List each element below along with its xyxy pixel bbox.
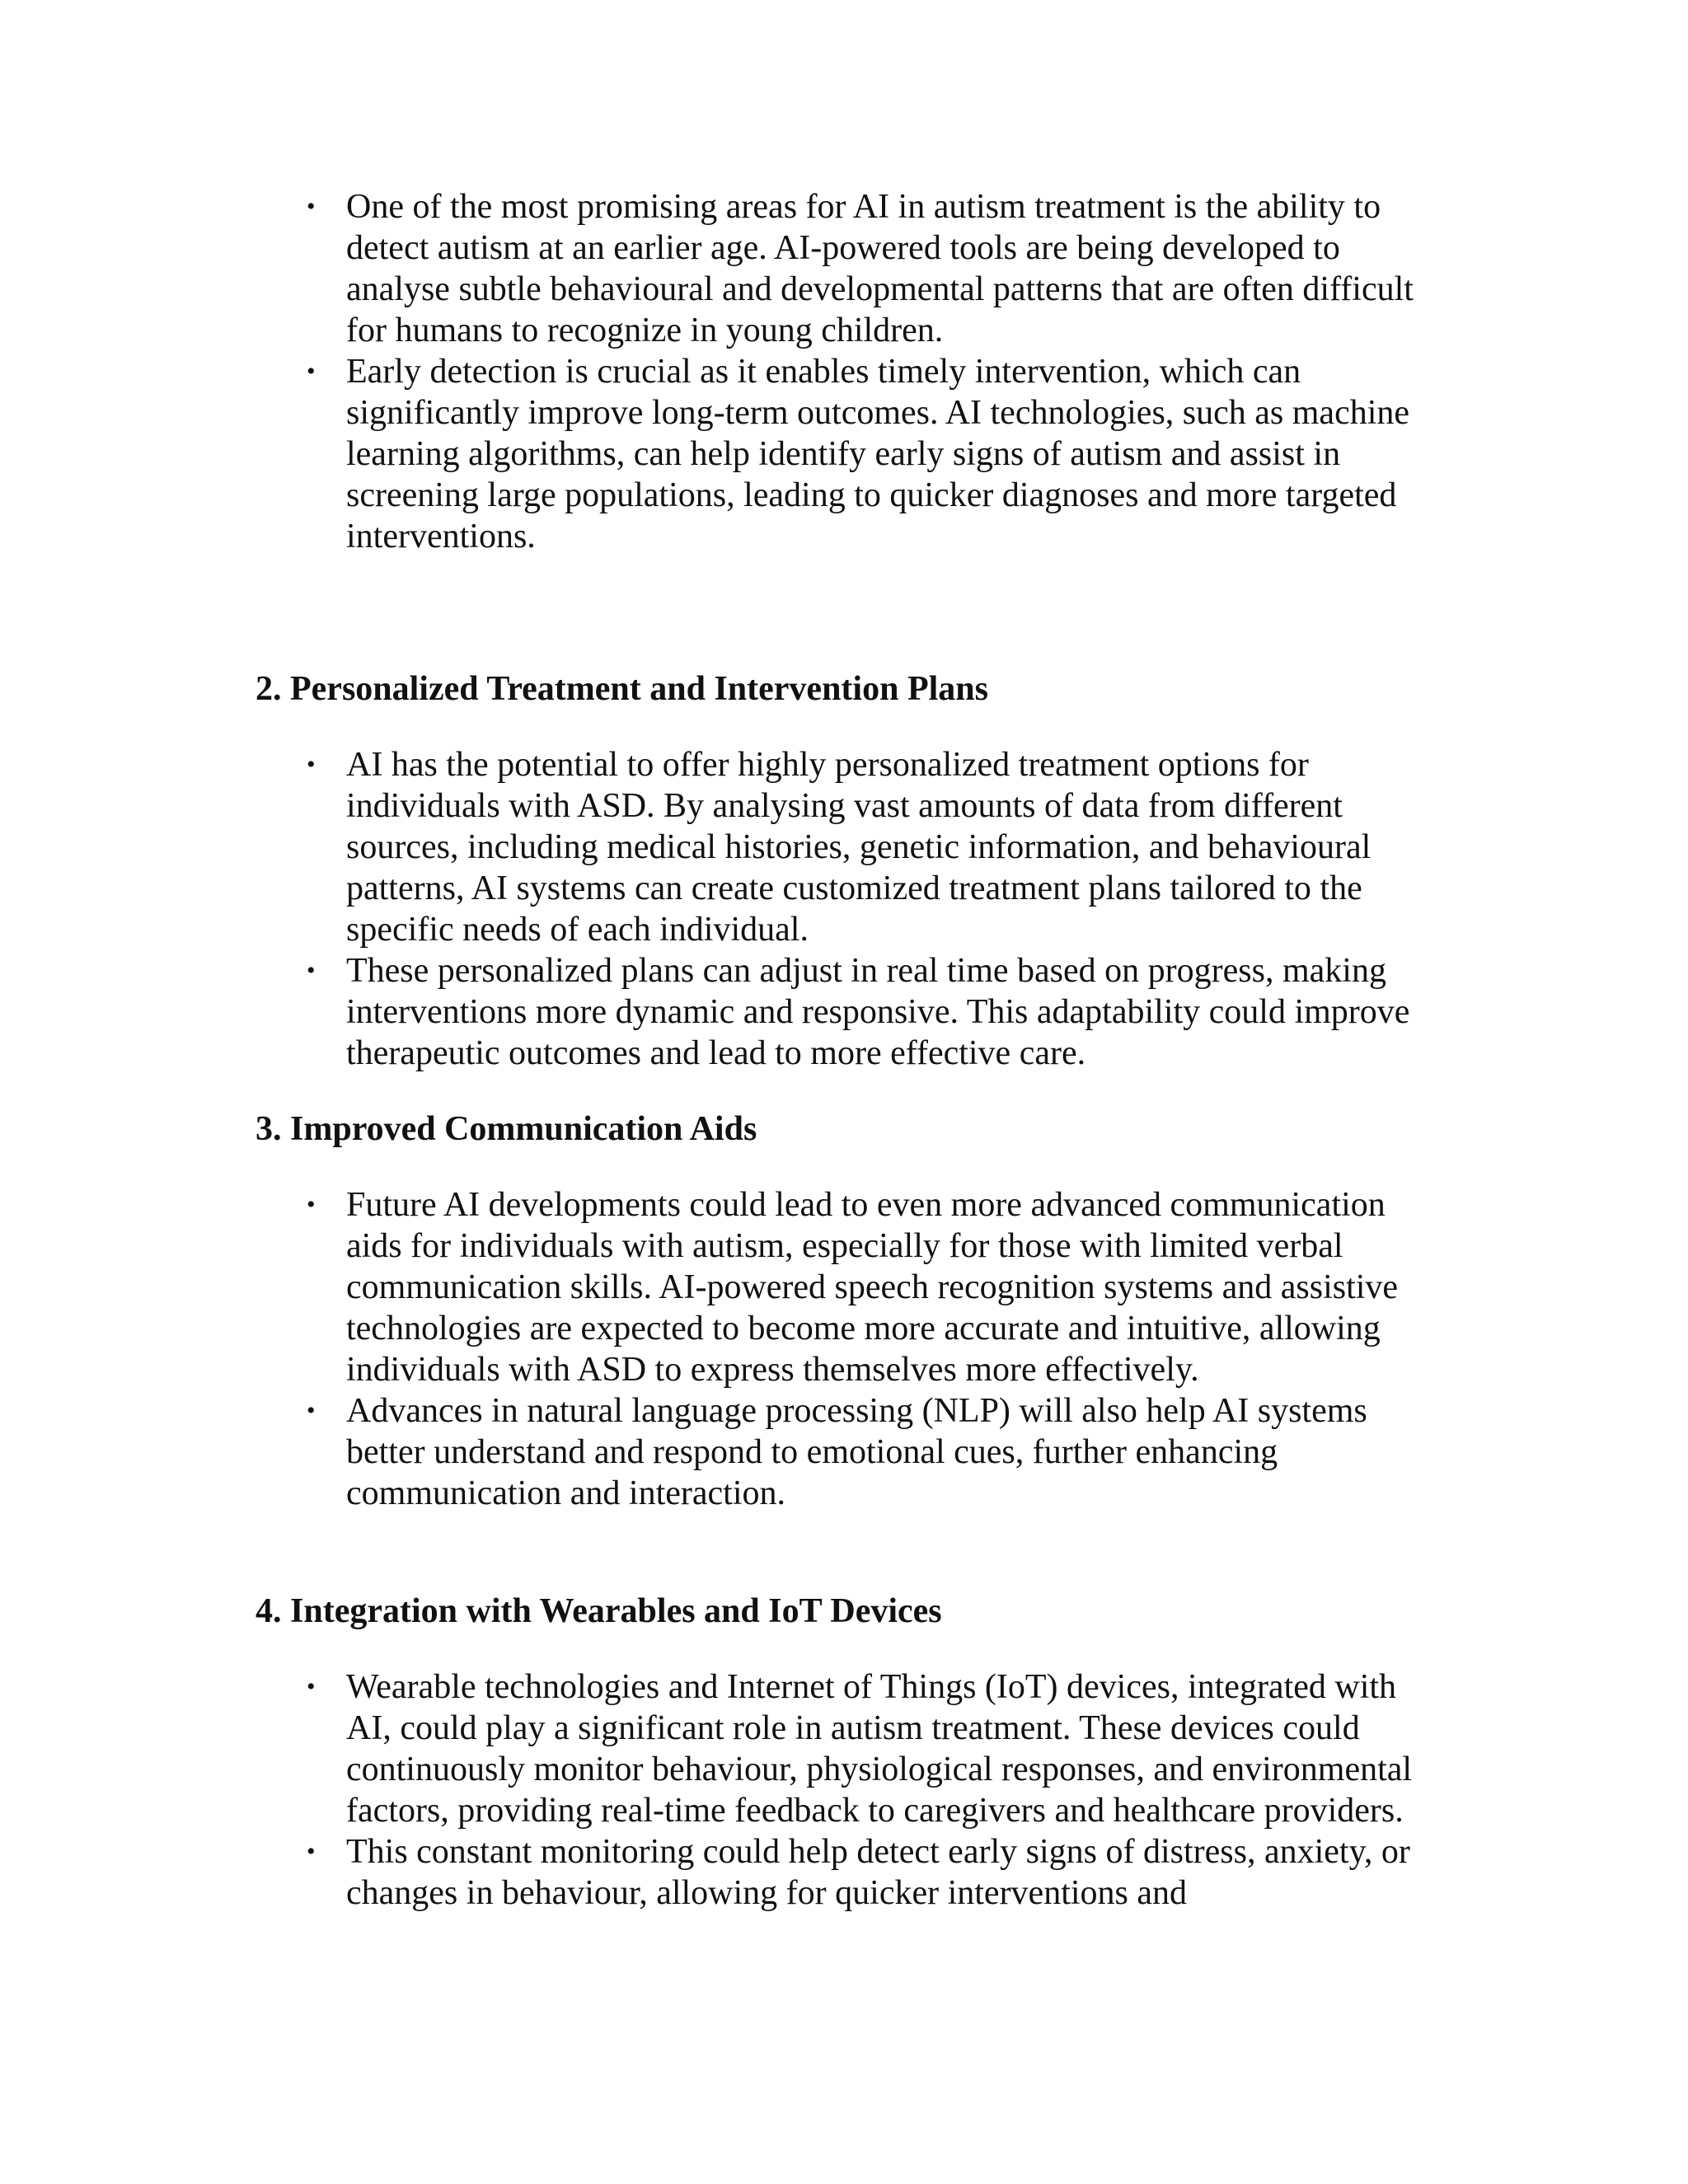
personalized-treatment-section [256,668,1426,1074]
bullet-icon: • [307,358,316,385]
bullet-item [256,744,1426,950]
communication-aids-bullet-list [256,1184,1426,1514]
bullet-icon: • [307,193,316,220]
bullet-icon: • [307,1397,316,1424]
section-heading: 2. Personalized Treatment and Intervention Plans [256,670,988,708]
intro-section [256,186,1426,557]
bullet-item [256,1184,1426,1390]
bullet-text: One of the most promising areas for AI in autism treatment is the ability to detect autism at an earlier age. AI-powered tools are being developed to analyse subtle behavioural and developmental patterns that are often difficult for humans to recognize in young children. [346,188,1414,349]
bullet-text: Future AI developments could lead to even more advanced communication aids for individuals with autism, especially for those with limited verbal communication skills. AI-powered speech recognition systems and assistive technologies are expected to become more accurate and intuitive, allowing individuals with ASD to express themselves more effectively. [346,1186,1399,1389]
bullet-text: Wearable technologies and Internet of Things (IoT) devices, integrated with AI, could play a significant role in autism treatment. These devices could continuously monitor behaviour, physiological responses, and environmental factors, providing real-time feedback to caregivers and healthcare providers. [346,1668,1413,1830]
bullet-text: Early detection is crucial as it enables timely intervention, which can significantly improve long-term outcomes. AI technologies, such as machine learning algorithms, can help identify early signs of autism and assist in screening large populations, leading to quicker diagnoses and more targeted interventions. [346,353,1410,555]
personalized-treatment-bullet-list [256,744,1426,1074]
bullet-text: These personalized plans can adjust in real time based on progress, making interventions more dynamic and responsive. This adaptability could improve therapeutic outcomes and lead to more effective care. [346,952,1410,1072]
section-heading: 3. Improved Communication Aids [256,1110,757,1148]
bullet-item [256,351,1426,557]
bullet-item [256,1390,1426,1514]
intro-bullet-list [256,186,1426,557]
bullet-text: AI has the potential to offer highly personalized treatment options for individuals with ASD. By analysing vast amounts of data from different sources, including medical histories, genetic information, and behavioural patterns, AI systems can create customized treatment plans tailored to the specific needs of each individual. [346,746,1372,949]
bullet-icon: • [307,1191,316,1218]
bullet-item [256,1666,1426,1831]
section-heading: 4. Integration with Wearables and IoT Devices [256,1592,942,1630]
communication-aids-section [256,1108,1426,1514]
bullet-item [256,950,1426,1074]
bullet-icon: • [307,957,316,984]
bullet-icon: • [307,1838,316,1865]
bullet-text: Advances in natural language processing (NLP) will also help AI systems better understand and respond to emotional cues, further enhancing communication and interaction. [346,1392,1367,1512]
bullet-item [256,1831,1426,1914]
bullet-icon: • [307,1673,316,1700]
bullet-item [256,186,1426,351]
wearables-iot-bullet-list [256,1666,1426,1914]
bullet-icon: • [307,751,316,778]
wearables-iot-section [256,1591,1426,1914]
bullet-text: This constant monitoring could help detect early signs of distress, anxiety, or changes in behaviour, allowing for quicker interventions and [346,1833,1410,1912]
